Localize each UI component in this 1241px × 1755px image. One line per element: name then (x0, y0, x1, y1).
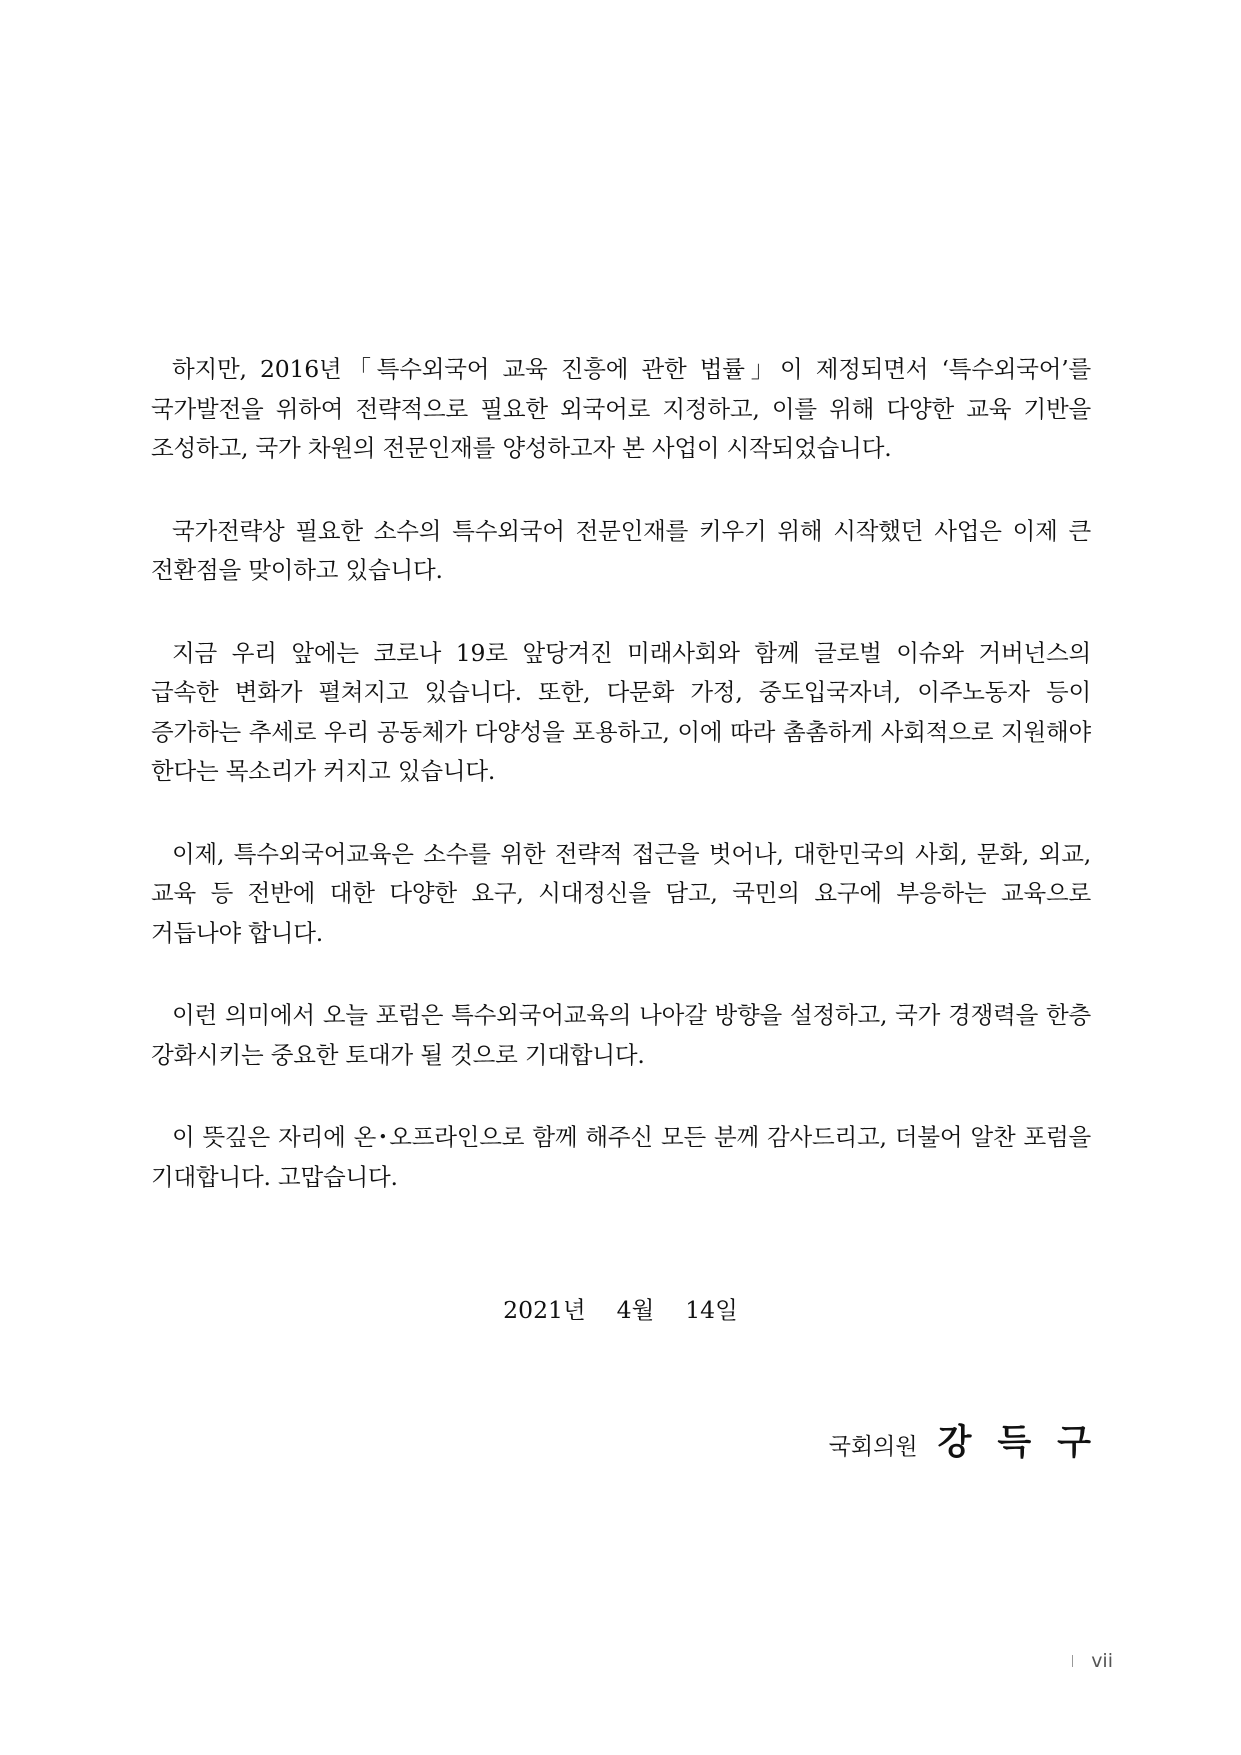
letter-date: 2021년 4월 14일 (503, 1296, 738, 1324)
signature-name: 강득구 (937, 1423, 1117, 1463)
footer-divider (1072, 1655, 1073, 1667)
paragraph: 이제, 특수외국어교육은 소수를 위한 전략적 접근을 벗어나, 대한민국의 사회, 문화, 외교, 교육 등 전반에 대한 다양한 요구, 시대정신을 담고, 국민의 요구에 부응하는 교육으로 거듭나야 합니다. (151, 839, 1091, 947)
page-footer (1072, 1650, 1113, 1672)
signature-title: 국회의원 (828, 1434, 918, 1460)
letter-body (151, 350, 1091, 1240)
paragraph: 지금 우리 앞에는 코로나 19로 앞당겨진 미래사회와 함께 글로벌 이슈와 거버넌스의 급속한 변화가 펼쳐지고 있습니다. 또한, 다문화 가정, 중도입국자녀, 이주노동자 등이 증가하는 추세로 우리 공동체가 다양성을 포용하고, 이에 따라 촘촘하게 사회적으로 지원해야 한다는 목소리가 커지고 있습니다. (151, 638, 1091, 785)
paragraph: 국가전략상 필요한 소수의 특수외국어 전문인재를 키우기 위해 시작했던 사업은 이제 큰 전환점을 맞이하고 있습니다. (151, 516, 1091, 584)
signature-block (828, 1415, 1117, 1465)
paragraph: 이런 의미에서 오늘 포럼은 특수외국어교육의 나아갈 방향을 설정하고, 국가 경쟁력을 한층 강화시키는 중요한 토대가 될 것으로 기대합니다. (151, 1001, 1091, 1069)
page-number: vii (1091, 1650, 1113, 1672)
paragraph: 하지만, 2016년「특수외국어 교육 진흥에 관한 법률」이 제정되면서 ‘특수외국어’를 국가발전을 위하여 전략적으로 필요한 외국어로 지정하고, 이를 위해 다양한 교육 기반을 조성하고, 국가 차원의 전문인재를 양성하고자 본 사업이 시작되었습니다. (151, 355, 1091, 462)
paragraph: 이 뜻깊은 자리에 온･오프라인으로 함께 해주신 모든 분께 감사드리고, 더불어 알찬 포럼을 기대합니다. 고맙습니다. (151, 1123, 1091, 1191)
